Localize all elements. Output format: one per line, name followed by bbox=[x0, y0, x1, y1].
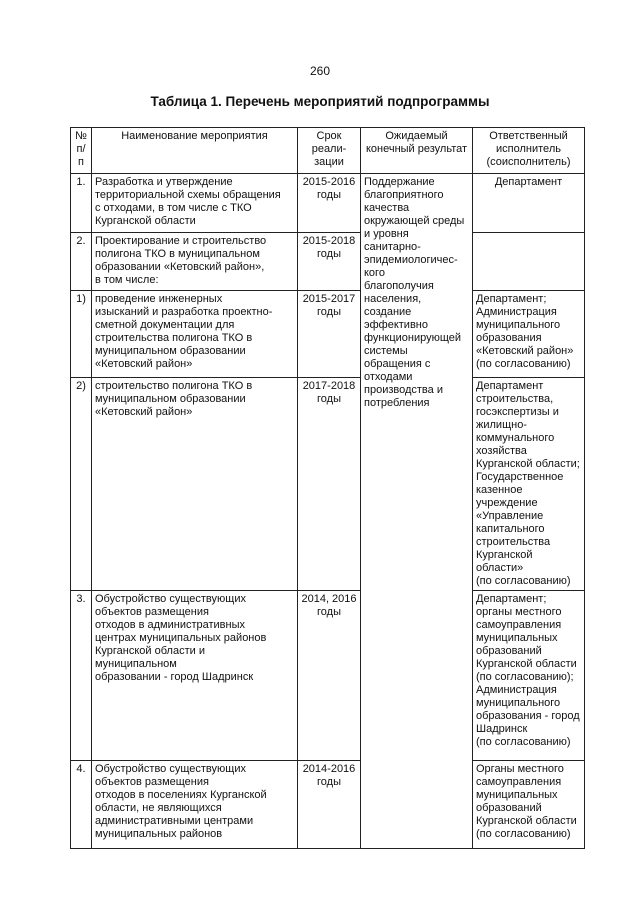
table-row bbox=[71, 291, 585, 378]
row-name: строительство полигона ТКО в муниципальном образовании «Кетовский район» bbox=[92, 378, 298, 591]
row-num: 3. bbox=[71, 591, 92, 761]
page-title: Таблица 1. Перечень мероприятий подпрограммы bbox=[150, 94, 490, 109]
row-responsible: Органы местного самоуправления муниципальных образований Курганской области (по согласованию) bbox=[473, 761, 585, 849]
row-num: 1. bbox=[71, 174, 92, 233]
table-row bbox=[71, 761, 585, 849]
row-term: 2015-2016 годы bbox=[298, 174, 361, 233]
row-term: 2014-2016 годы bbox=[298, 761, 361, 849]
row-responsible: Департамент; Администрация муниципального образования «Кетовский район» (по согласованию) bbox=[473, 291, 585, 378]
header-responsible: Ответственный исполнитель (соисполнитель) bbox=[473, 128, 585, 174]
row-responsible: Департамент; органы местного самоуправления муниципальных образований Курганской области (по согласованию); Администрация муниципального образования - город Шадринск (по согласованию) bbox=[473, 591, 585, 761]
row-term: 2015-2017 годы bbox=[298, 291, 361, 378]
table-header-row bbox=[71, 128, 585, 174]
table-row bbox=[71, 591, 585, 761]
row-name: Обустройство существующих объектов размещения отходов в административных центрах муниципальных районов Курганской области и муниципальном образовании - город Шадринск bbox=[92, 591, 298, 761]
header-num: № п/п bbox=[71, 128, 92, 174]
measures-table bbox=[70, 127, 585, 849]
row-num: 4. bbox=[71, 761, 92, 849]
shared-result-cell: Поддержание благоприятного качества окружающей среды и уровня санитарно- эпидемиологичес- кого благополучия населения, создание эффективно функционирующей системы обращения с отходами производства и потребления bbox=[361, 174, 473, 849]
row-num: 2. bbox=[71, 233, 92, 291]
table-row bbox=[71, 233, 585, 291]
row-name: Обустройство существующих объектов размещения отходов в поселениях Курганской области, не являющихся административными центрами муниципальных районов bbox=[92, 761, 298, 849]
header-name: Наименование мероприятия bbox=[92, 128, 298, 174]
row-term: 2017-2018 годы bbox=[298, 378, 361, 591]
row-num: 1) bbox=[71, 291, 92, 378]
row-term: 2015-2018 годы bbox=[298, 233, 361, 291]
row-name: Проектирование и строительство полигона ТКО в муниципальном образовании «Кетовский район», в том числе: bbox=[92, 233, 298, 291]
row-responsible: Департамент bbox=[473, 174, 585, 233]
row-num: 2) bbox=[71, 378, 92, 591]
table-row bbox=[71, 174, 585, 233]
row-name: проведение инженерных изысканий и разработка проектно- сметной документации для строительства полигона ТКО в муниципальном образовании «Кетовский район» bbox=[92, 291, 298, 378]
row-name: Разработка и утверждение территориальной схемы обращения с отходами, в том числе с ТКО Курганской области bbox=[92, 174, 298, 233]
row-responsible bbox=[473, 233, 585, 291]
table-row bbox=[71, 378, 585, 591]
header-term: Срок реали- зации bbox=[298, 128, 361, 174]
header-result: Ожидаемый конечный результат bbox=[361, 128, 473, 174]
row-responsible: Департамент строительства, госэкспертизы и жилищно- коммунального хозяйства Курганской области; Государственное казенное учреждение «Управление капитального строительства Курганской области» (по согласованию) bbox=[473, 378, 585, 591]
row-term: 2014, 2016 годы bbox=[298, 591, 361, 761]
page-number: 260 bbox=[309, 64, 331, 78]
